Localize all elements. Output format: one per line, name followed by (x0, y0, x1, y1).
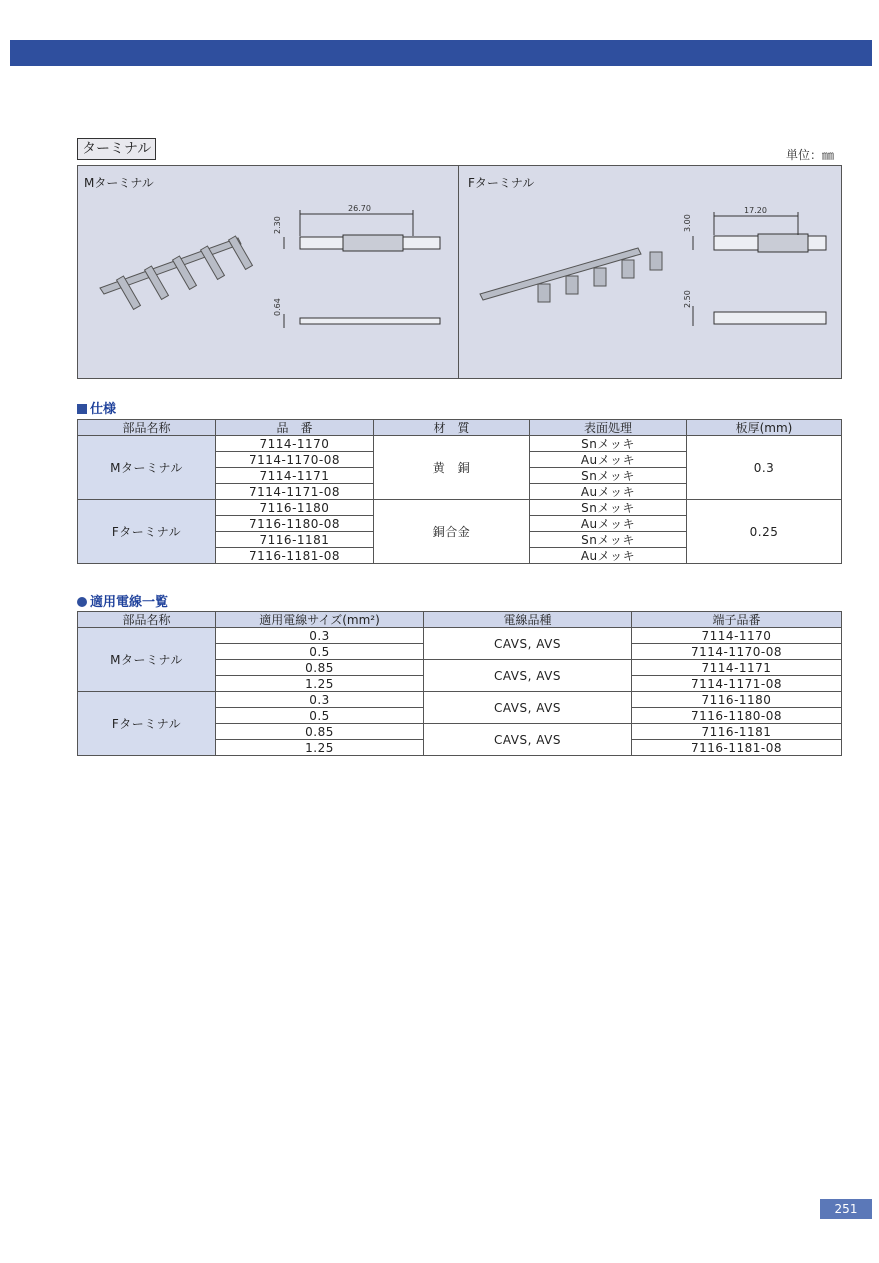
wire-size-cell: 0.5 (216, 644, 424, 660)
wire-size-cell: 0.5 (216, 708, 424, 724)
part-number-cell: 7114-1171 (216, 468, 374, 484)
wire-size-cell: 1.25 (216, 676, 424, 692)
part-name-cell: Fターミナル (78, 692, 216, 756)
m-height-dim: 2.30 (273, 216, 282, 234)
finish-cell: Snメッキ (530, 436, 687, 452)
wire-size-cell: 0.85 (216, 660, 424, 676)
material-cell: 黄 銅 (374, 436, 530, 500)
column-header: 電線品種 (424, 612, 632, 628)
finish-cell: Snメッキ (530, 500, 687, 516)
finish-cell: Auメッキ (530, 484, 687, 500)
m-length-dim: 26.70 (348, 204, 371, 213)
part-number-cell: 7114-1171-08 (216, 484, 374, 500)
part-number-cell: 7116-1181-08 (216, 548, 374, 564)
table-header-row (78, 420, 842, 436)
m-terminal-label: Mターミナル (84, 176, 154, 190)
column-header: 品 番 (216, 420, 374, 436)
square-bullet-icon (77, 404, 87, 414)
terminal-number-cell: 7116-1181-08 (632, 740, 842, 756)
part-name-cell: Mターミナル (78, 436, 216, 500)
column-header: 部品名称 (78, 420, 216, 436)
wire-heading: 適用電線一覧 (77, 591, 168, 610)
part-number-cell: 7114-1170-08 (216, 452, 374, 468)
terminal-number-cell: 7114-1170 (632, 628, 842, 644)
wire-type-cell: CAVS, AVS (424, 724, 632, 756)
f-length-dim: 17.20 (744, 206, 767, 215)
wire-size-cell: 0.3 (216, 628, 424, 644)
wire-size-cell: 0.85 (216, 724, 424, 740)
finish-cell: Snメッキ (530, 468, 687, 484)
column-header: 板厚(mm) (687, 420, 842, 436)
material-cell: 銅合金 (374, 500, 530, 564)
finish-cell: Snメッキ (530, 532, 687, 548)
unit-note: 単位：㎜ (786, 148, 835, 162)
wire-type-cell: CAVS, AVS (424, 628, 632, 660)
finish-cell: Auメッキ (530, 516, 687, 532)
wire-size-cell: 0.3 (216, 692, 424, 708)
column-header: 適用電線サイズ(mm²) (216, 612, 424, 628)
column-header: 表面処理 (530, 420, 687, 436)
table-header-row (78, 612, 842, 628)
terminal-number-cell: 7114-1171-08 (632, 676, 842, 692)
f-terminal-side-drawing (693, 212, 826, 326)
table-row (78, 628, 842, 644)
terminal-figure-panel (77, 165, 842, 379)
terminal-drawings (78, 166, 841, 378)
terminal-number-cell: 7114-1171 (632, 660, 842, 676)
m-terminal-strip-illustration (100, 236, 252, 309)
thickness-cell: 0.25 (687, 500, 842, 564)
f-terminal-strip-illustration (480, 248, 662, 302)
m-terminal-side-drawing (284, 210, 440, 328)
header-band (10, 40, 872, 66)
part-name-cell: Fターミナル (78, 500, 216, 564)
finish-cell: Auメッキ (530, 548, 687, 564)
part-number-cell: 7114-1170 (216, 436, 374, 452)
page-number: 251 (820, 1199, 872, 1219)
part-name-cell: Mターミナル (78, 628, 216, 692)
spec-table (77, 419, 842, 564)
part-number-cell: 7116-1180-08 (216, 516, 374, 532)
m-thickness-dim: 0.64 (273, 298, 282, 316)
wire-type-cell: CAVS, AVS (424, 692, 632, 724)
thickness-cell: 0.3 (687, 436, 842, 500)
table-row (78, 692, 842, 708)
f-height-dim: 3.00 (683, 214, 692, 232)
column-header: 部品名称 (78, 612, 216, 628)
column-header: 材 質 (374, 420, 530, 436)
wire-size-cell: 1.25 (216, 740, 424, 756)
f-thickness-dim: 2.50 (683, 290, 692, 308)
terminal-number-cell: 7116-1181 (632, 724, 842, 740)
f-terminal-label: Fターミナル (468, 176, 535, 190)
column-header: 端子品番 (632, 612, 842, 628)
table-row (78, 436, 842, 452)
terminal-number-cell: 7116-1180 (632, 692, 842, 708)
wire-type-cell: CAVS, AVS (424, 660, 632, 692)
terminal-number-cell: 7116-1180-08 (632, 708, 842, 724)
wire-table (77, 611, 842, 756)
table-row (78, 500, 842, 516)
part-number-cell: 7116-1181 (216, 532, 374, 548)
circle-bullet-icon (77, 597, 87, 607)
section-title: ターミナル (77, 138, 156, 160)
finish-cell: Auメッキ (530, 452, 687, 468)
spec-heading: 仕様 (77, 398, 116, 417)
terminal-number-cell: 7114-1170-08 (632, 644, 842, 660)
part-number-cell: 7116-1180 (216, 500, 374, 516)
